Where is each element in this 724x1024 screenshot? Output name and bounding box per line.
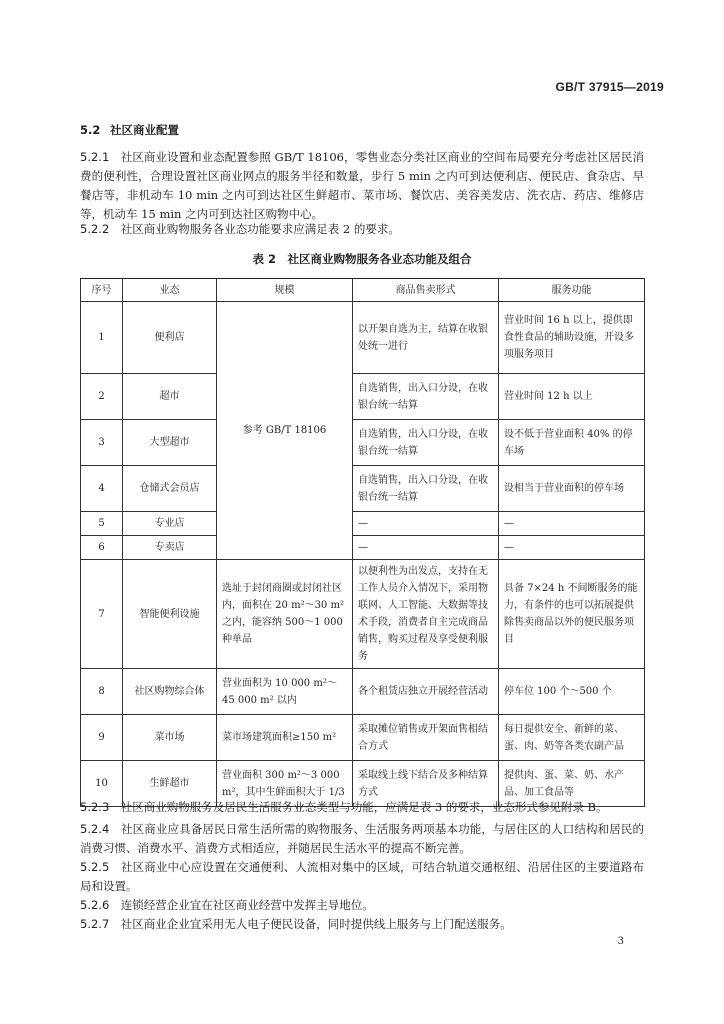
cell-type: 智能便利设施: [123, 560, 217, 669]
paragraph-5-2-1: [80, 148, 644, 224]
cell-service: —: [499, 512, 645, 536]
cell-no: 9: [81, 715, 123, 761]
paragraph-5-2-5: [80, 858, 644, 896]
table-row: [81, 466, 645, 512]
cell-service: 设相当于营业面积的停车场: [499, 466, 645, 512]
clause-number: 5.2.2: [80, 222, 110, 236]
table-row: [81, 536, 645, 560]
cell-sale: 自选销售，出入口分设，在收银台统一结算: [353, 466, 499, 512]
cell-no: 8: [81, 669, 123, 715]
cell-no: 3: [81, 420, 123, 466]
paragraph-5-2-3: [80, 798, 644, 817]
table-row: [81, 420, 645, 466]
paragraph-5-2-4: [80, 820, 644, 858]
clause-number: 5.2.4: [80, 822, 110, 836]
clause-text: 社区商业购物服务及居民生活服务业态类型与功能，应满足表 3 的要求，业态形式参见附录 B。: [120, 800, 608, 814]
header-cell: 业态: [123, 279, 217, 302]
cell-sale: 采取线上线下结合及多种结算方式: [353, 761, 499, 807]
cell-sale: 采取摊位销售或开架面售相结合方式: [353, 715, 499, 761]
clause-number: 5.2.3: [80, 800, 110, 814]
cell-scale: 营业面积 300 m²～3 000 m²，其中生鲜面积大于 1/3: [217, 761, 353, 807]
cell-no: 5: [81, 512, 123, 536]
clause-text: 社区商业应具备居民日常生活所需的购物服务、生活服务两项基本功能，与居住区的人口结构和居民的消费习惯、消费水平、消费方式相适应，并随居民生活水平的提高不断完善。: [80, 822, 644, 855]
cell-no: 1: [81, 302, 123, 374]
cell-scale: 选址于封闭商圈或封闭社区内，面积在 20 m²～30 m²之内，能容纳 500～1 000 种单品: [217, 560, 353, 669]
cell-no: 4: [81, 466, 123, 512]
paragraph-5-2-2: [80, 220, 644, 239]
cell-no: 10: [81, 761, 123, 807]
cell-no: 7: [81, 560, 123, 669]
cell-sale: 以开架自选为主，结算在收银处统一进行: [353, 302, 499, 374]
cell-service: 具备 7×24 h 不间断服务的能力，有条件的也可以拓展提供除售卖商品以外的便民服务项目: [499, 560, 645, 669]
table-row: [81, 669, 645, 715]
header-cell: 商品售卖形式: [353, 279, 499, 302]
cell-scale: 营业面积为 10 000 m²～45 000 m² 以内: [217, 669, 353, 715]
paragraph-5-2-7: [80, 915, 644, 934]
cell-type: 社区购物综合体: [123, 669, 217, 715]
cell-service: 提供肉、蛋、菜、奶、水产品、加工食品等: [499, 761, 645, 807]
cell-type: 专业店: [123, 512, 217, 536]
cell-scale-merged: 参考 GB/T 18106: [217, 302, 353, 560]
cell-no: 6: [81, 536, 123, 560]
cell-type: 超市: [123, 374, 217, 420]
cell-sale: 自选销售，出入口分设，在收银台统一结算: [353, 420, 499, 466]
page-number: 3: [617, 936, 624, 947]
cell-sale: 自选销售，出入口分设，在收银台统一结算: [353, 374, 499, 420]
clause-text: 社区商业中心应设置在交通便利、人流相对集中的区域，可结合轨道交通枢纽、沿居住区的主要道路布局和设置。: [80, 860, 644, 893]
standard-code: GB/T 37915—2019: [555, 80, 664, 94]
table-row: [81, 560, 645, 669]
cell-sale: 各个租赁店独立开展经营活动: [353, 669, 499, 715]
cell-type: 专卖店: [123, 536, 217, 560]
header-cell: 序号: [81, 279, 123, 302]
cell-service: 停车位 100 个～500 个: [499, 669, 645, 715]
table-row: [81, 374, 645, 420]
section-title: 社区商业配置: [110, 123, 180, 137]
clause-number: 5.2.7: [80, 917, 110, 931]
cell-type: 大型超市: [123, 420, 217, 466]
cell-service: 每日提供安全、新鲜的菜、蛋、肉、奶等各类农副产品: [499, 715, 645, 761]
business-format-table: [80, 278, 645, 807]
clause-number: 5.2.5: [80, 860, 110, 874]
clause-number: 5.2.1: [80, 150, 110, 164]
table-row: [81, 512, 645, 536]
cell-sale: —: [353, 512, 499, 536]
cell-type: 仓储式会员店: [123, 466, 217, 512]
table-caption: 表 2 社区商业购物服务各业态功能及组合: [252, 252, 472, 266]
clause-text: 连锁经营企业宜在社区商业经营中发挥主导地位。: [120, 898, 374, 912]
table-row: [81, 715, 645, 761]
cell-sale: 以便利性为出发点，支持在无工作人员介入情况下，采用物联网、人工智能、大数据等技术手段，消费者自主完成商品销售，购买过程及享受便利服务: [353, 560, 499, 669]
paragraph-5-2-6: [80, 896, 644, 915]
cell-sale: —: [353, 536, 499, 560]
cell-scale: 菜市场建筑面积≥150 m²: [217, 715, 353, 761]
cell-service: 营业时间 16 h 以上，提供即食性食品的辅助设施，开设多项服务项目: [499, 302, 645, 374]
table-header-row: [81, 279, 645, 302]
section-heading: [80, 122, 179, 138]
clause-text: 社区商业企业宜采用无人电子便民设备，同时提供线上服务与上门配送服务。: [120, 917, 512, 931]
cell-service: 营业时间 12 h 以上: [499, 374, 645, 420]
clause-number: 5.2.6: [80, 898, 110, 912]
cell-service: 设不低于营业面积 40% 的停车场: [499, 420, 645, 466]
cell-type: 便利店: [123, 302, 217, 374]
clause-text: 社区商业设置和业态配置参照 GB/T 18106，零售业态分类社区商业的空间布局要充分考虑社区居民消费的便利性，合理设置社区商业网点的服务半径和数量，步行 5 min 之内可到达便利店、便民店、食杂店、早餐店等，非机动车 10 min 之内可到达社区生鲜超市、菜市场、餐饮店、美容美发店、洗衣店、药店、维修店等，机动车 15 min 之内可到达社区购物中心。: [80, 150, 644, 221]
cell-no: 2: [81, 374, 123, 420]
table-row: [81, 302, 645, 374]
cell-service: —: [499, 536, 645, 560]
header-cell: 服务功能: [499, 279, 645, 302]
section-number: 5.2: [80, 123, 101, 137]
header-cell: 规模: [217, 279, 353, 302]
clause-text: 社区商业购物服务各业态功能要求应满足表 2 的要求。: [120, 222, 400, 236]
cell-type: 生鲜超市: [123, 761, 217, 807]
cell-type: 菜市场: [123, 715, 217, 761]
